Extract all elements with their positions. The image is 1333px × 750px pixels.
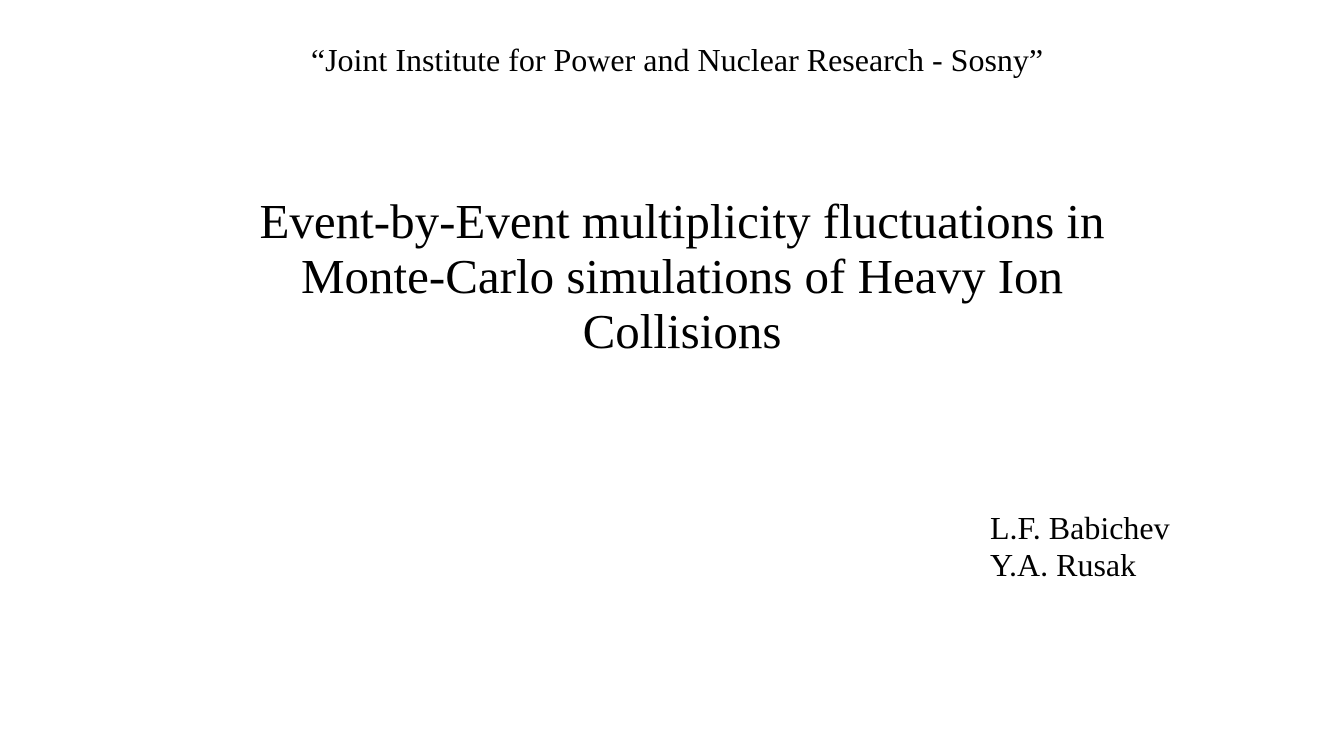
slide-title [240, 194, 1124, 359]
author-name: Y.A. Rusak [990, 547, 1137, 583]
title-line-1: Event-by-Event multiplicity fluctuations in [259, 194, 1105, 249]
author-name: L.F. Babichev [990, 510, 1170, 546]
institute-name: “Joint Institute for Power and Nuclear Research - Sosny” [310, 42, 1044, 78]
title-line-3: Collisions [582, 304, 782, 359]
author-list [990, 510, 1310, 584]
title-line-2: Monte-Carlo simulations of Heavy Ion [300, 249, 1064, 304]
